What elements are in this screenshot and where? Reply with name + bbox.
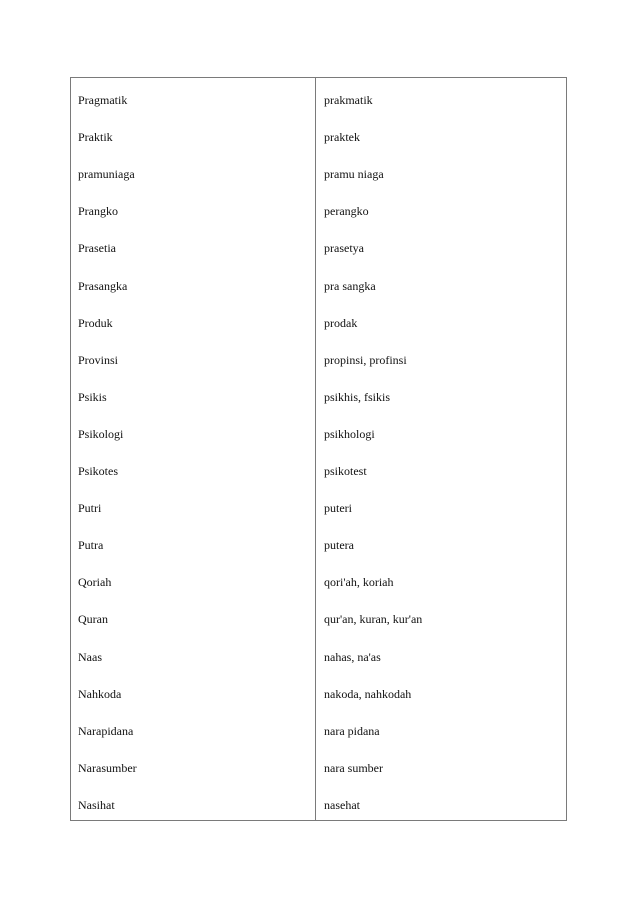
nonstandard-word-cell: praktek	[324, 130, 360, 145]
word-table	[70, 77, 567, 821]
standard-word-cell: Narapidana	[78, 723, 134, 738]
standard-word-cell: Produk	[78, 315, 113, 330]
table-row	[71, 798, 566, 835]
nonstandard-word-cell: prasetya	[324, 241, 364, 256]
standard-word-cell: Psikotes	[78, 464, 119, 478]
standard-word-cell: Quran	[78, 612, 108, 627]
standard-word-cell: Psikis	[78, 389, 107, 404]
standard-word-cell: Provinsi	[78, 352, 119, 367]
nonstandard-word-cell: nasehat	[324, 797, 360, 812]
nonstandard-word-cell: propinsi, profinsi	[324, 352, 407, 367]
standard-word-cell: Nahkoda	[78, 686, 122, 701]
table-row	[71, 501, 566, 538]
table-row	[71, 316, 566, 353]
nonstandard-word-cell: psikotest	[324, 464, 367, 478]
standard-word-cell: Putra	[78, 538, 104, 553]
table-row	[71, 353, 566, 390]
table-row	[71, 93, 566, 130]
table-row	[71, 538, 566, 575]
table-row	[71, 204, 566, 241]
table-row	[71, 390, 566, 427]
standard-word-cell: Qoriah	[78, 575, 112, 590]
standard-word-cell: Prasetia	[78, 241, 116, 256]
standard-word-cell: Nasihat	[78, 797, 115, 812]
standard-word-cell: Narasumber	[78, 760, 137, 775]
nonstandard-word-cell: psikhologi	[324, 426, 375, 441]
table-row	[71, 241, 566, 278]
nonstandard-word-cell: qori'ah, koriah	[324, 575, 394, 590]
table-row	[71, 687, 566, 724]
nonstandard-word-cell: perangko	[324, 204, 369, 219]
standard-word-cell: Psikologi	[78, 426, 124, 441]
nonstandard-word-cell: qur'an, kuran, kur'an	[324, 612, 423, 627]
nonstandard-word-cell: nara pidana	[324, 723, 380, 738]
nonstandard-word-cell: puteri	[324, 501, 352, 516]
table-row	[71, 724, 566, 761]
standard-word-cell: pramuniaga	[78, 167, 135, 182]
table-row	[71, 427, 566, 464]
nonstandard-word-cell: psikhis, fsikis	[324, 389, 391, 404]
nonstandard-word-cell: nara sumber	[324, 760, 383, 775]
standard-word-cell: Praktik	[78, 130, 113, 145]
nonstandard-word-cell: pra sangka	[324, 278, 376, 293]
table-row	[71, 130, 566, 167]
standard-word-cell: Prasangka	[78, 278, 128, 293]
nonstandard-word-cell: pramu niaga	[324, 167, 384, 182]
table-row	[71, 167, 566, 204]
standard-word-cell: Naas	[78, 649, 102, 664]
table-row	[71, 650, 566, 687]
table-row	[71, 279, 566, 316]
table-row	[71, 575, 566, 612]
nonstandard-word-cell: prodak	[324, 315, 358, 330]
nonstandard-word-cell: putera	[324, 538, 354, 553]
standard-word-cell: Pragmatik	[78, 93, 128, 107]
nonstandard-word-cell: nakoda, nahkodah	[324, 686, 412, 701]
table-row	[71, 464, 566, 501]
nonstandard-word-cell: prakmatik	[324, 93, 373, 107]
standard-word-cell: Prangko	[78, 204, 118, 219]
standard-word-cell: Putri	[78, 501, 102, 516]
table-row	[71, 761, 566, 798]
nonstandard-word-cell: nahas, na'as	[324, 649, 381, 664]
table-row	[71, 612, 566, 649]
